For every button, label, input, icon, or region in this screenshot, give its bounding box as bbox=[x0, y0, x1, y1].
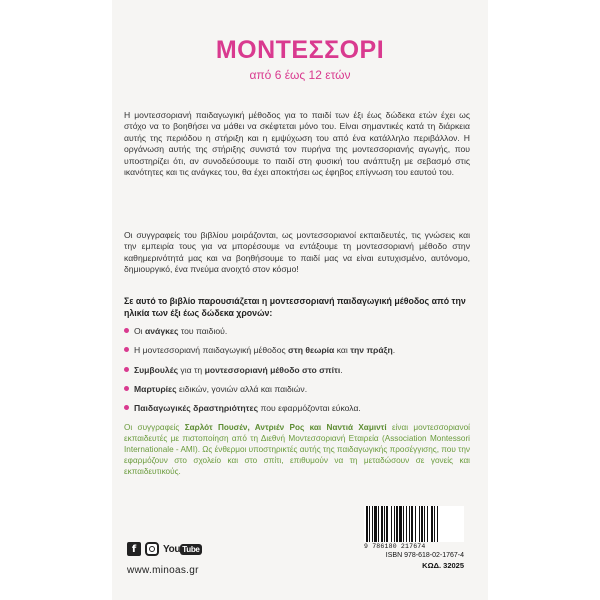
barcode-bar bbox=[384, 506, 385, 542]
list-item: Συμβουλές για τη μοντεσσοριανή μέθοδο στο σπίτι. bbox=[124, 365, 470, 375]
barcode-bar bbox=[406, 506, 407, 542]
barcode-bar bbox=[427, 506, 428, 542]
barcode-bar bbox=[391, 506, 392, 542]
instagram-icon[interactable] bbox=[145, 542, 159, 556]
barcode-bar bbox=[431, 506, 433, 542]
list-item: Παιδαγωγικές δραστηριότητες που εφαρμόζονται εύκολα. bbox=[124, 403, 470, 413]
barcode-bar bbox=[372, 506, 373, 542]
authors-bio: Οι συγγραφείς Σαρλότ Πουσέν, Αντριέν Ρος και Ναντιά Χαμιντί είναι μοντεσσοριανοί εκπαιδευτές με πιστοποίηση από τη Διεθνή Μοντεσσοριανή Εταιρεία (Association Montessori Internationale - AMI). Ως ένθερμοι υποστηρικτές αυτής της παιδαγωγικής προσέγγισης, που την εφαρμόζουν στο σχολείο και στο σπίτι, επιθυμούν να τη μεταδώσουν σε γονείς και εκπαιδευτικούς. bbox=[124, 423, 470, 476]
barcode-bar bbox=[409, 506, 410, 542]
barcode-bar bbox=[399, 506, 402, 542]
list-item: Οι ανάγκες του παιδιού. bbox=[124, 326, 470, 336]
barcode-bar bbox=[424, 506, 425, 542]
contents-list bbox=[124, 326, 470, 422]
barcode-bar bbox=[386, 506, 388, 542]
barcode-bar bbox=[403, 506, 404, 542]
barcode-digits: 9 786180 217674 bbox=[364, 543, 426, 550]
book-subtitle: από 6 έως 12 ετών bbox=[249, 68, 351, 82]
barcode-bar bbox=[411, 506, 413, 542]
social-icons bbox=[127, 540, 202, 558]
barcode-bar bbox=[415, 506, 416, 542]
facebook-icon[interactable]: f bbox=[127, 542, 141, 556]
barcode-icon bbox=[364, 506, 464, 542]
list-item: Μαρτυρίες ειδικών, γονιών αλλά και παιδιών. bbox=[124, 384, 470, 394]
publisher-website[interactable]: www.minoas.gr bbox=[127, 565, 199, 576]
book-title: ΜΟΝΤΕΣΣΟΡΙ bbox=[215, 36, 385, 64]
barcode-bar bbox=[394, 506, 395, 542]
barcode-bar bbox=[381, 506, 383, 542]
barcode-bar bbox=[378, 506, 379, 542]
barcode-bar bbox=[396, 506, 398, 542]
isbn-number: ISBN 978-618-02-1767-4 bbox=[385, 552, 464, 559]
author-names: Σαρλότ Πουσέν, Αντριέν Ρος και Ναντιά Χαμιντί bbox=[184, 423, 387, 432]
list-item: Η μοντεσσοριανή παιδαγωγική μέθοδος στη θεωρία και την πράξη. bbox=[124, 345, 470, 355]
isbn-barcode-block bbox=[364, 506, 464, 570]
book-contents-intro: Σε αυτό το βιβλίο παρουσιάζεται η μοντεσσοριανή παιδαγωγική μέθοδος από την ηλικία των έξι έως δώδεκα χρονών: bbox=[124, 296, 466, 318]
description-paragraph-2: Οι συγγραφείς του βιβλίου μοιράζονται, ως μοντεσσοριανοί εκπαιδευτές, τις γνώσεις και την εμπειρία τους για να μπορέσουμε να εντάξουμε τη μοντεσσοριανή μέθοδο στην καθημερινότητά μας και να βοηθήσουμε το παιδί μας να είναι ευτυχισμένο, αυτόνομο, δημιουργικό, ένα πνεύμα ανοιχτό στον κόσμο! bbox=[124, 230, 470, 275]
barcode-bar bbox=[419, 506, 420, 542]
product-code: ΚΩΔ. 32025 bbox=[422, 561, 464, 570]
description-paragraph-1: Η μοντεσσοριανή παιδαγωγική μέθοδος για το παιδί των έξι έως δώδεκα ετών έχει ως στόχο να το βοηθήσει να μάθει να σκέφτεται μόνο του. Είναι σημαντικές κατά τη διάρκεια αυτής της περιόδου η στήριξη και η εμψύχωση του από ένα κατάλληλο περιβάλλον. Η οργάνωση αυτής της στήριξης συνιστά τον πυρήνα της μοντεσσοριανής αγωγής, που υποστηρίζει ότι, αν συνοδεύσουμε το παιδί στη φυσική του ανάπτυξη με σεβασμό στις ικανότητες και τις ανάγκες του, θα έχει αποκτήσει ως έφηβος επίγνωση του εαυτού του. bbox=[124, 110, 470, 178]
barcode-bar bbox=[434, 506, 435, 542]
barcode-bar bbox=[369, 506, 370, 542]
youtube-icon[interactable]: You Tube bbox=[163, 543, 200, 555]
barcode-bar bbox=[366, 506, 368, 542]
barcode-bar bbox=[437, 506, 438, 542]
barcode-bar bbox=[374, 506, 377, 542]
barcode-bar bbox=[421, 506, 423, 542]
